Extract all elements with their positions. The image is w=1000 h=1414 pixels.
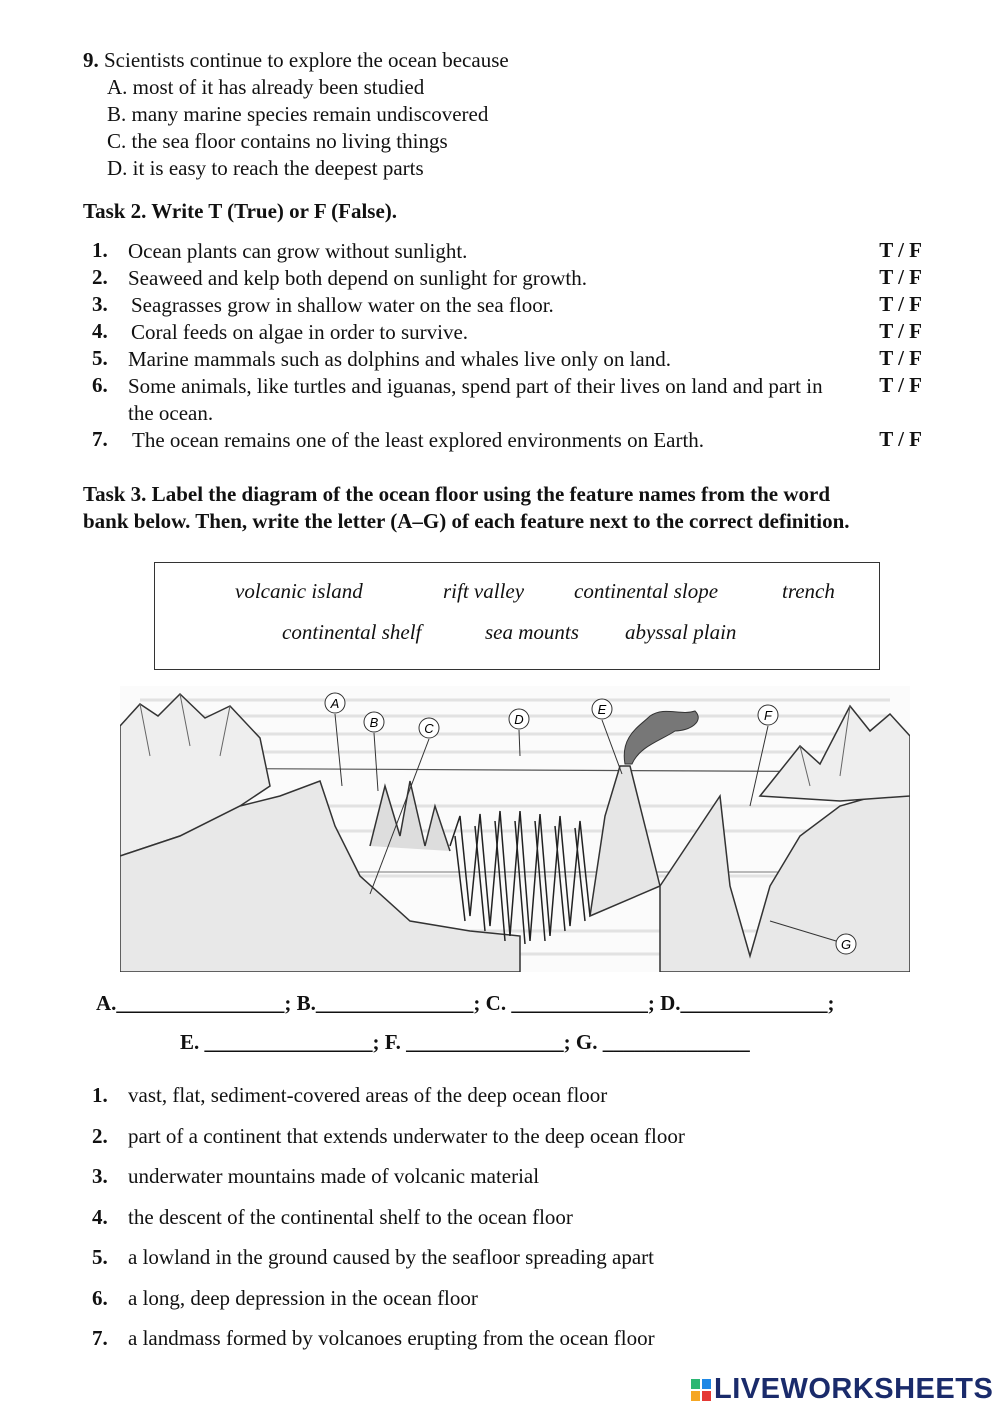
- tf-number: 3.: [92, 292, 108, 316]
- definition-number: 3.: [92, 1164, 108, 1188]
- definition-number: 5.: [92, 1245, 108, 1269]
- question-9: [83, 48, 509, 73]
- tf-choice[interactable]: T / F: [879, 346, 922, 370]
- definition-number: 4.: [92, 1205, 108, 1229]
- task3-heading-line2: bank below. Then, write the letter (A–G) of each feature next to the correct definition.: [83, 509, 850, 533]
- option-d[interactable]: D. it is easy to reach the deepest parts: [107, 156, 424, 180]
- question-stem: Scientists continue to explore the ocean because: [104, 48, 509, 72]
- svg-text:G: G: [840, 937, 852, 952]
- tf-choice[interactable]: T / F: [879, 238, 922, 262]
- definition-text: the descent of the continental shelf to the ocean floor: [128, 1205, 573, 1229]
- liveworksheets-logo-icon: [690, 1377, 712, 1403]
- definition-text: vast, flat, sediment-covered areas of the deep ocean floor: [128, 1083, 608, 1107]
- definition-text: part of a continent that extends underwater to the deep ocean floor: [128, 1124, 685, 1148]
- tf-statement: Some animals, like turtles and iguanas, spend part of their lives on land and part in the ocean.: [128, 374, 823, 425]
- word-bank-item: abyssal plain: [625, 620, 737, 644]
- svg-text:C: C: [424, 721, 434, 736]
- definition-text: a landmass formed by volcanoes erupting from the ocean floor: [128, 1326, 655, 1350]
- option-b[interactable]: B. many marine species remain undiscovered: [107, 102, 489, 126]
- answer-line-a-d[interactable]: A.________________; B._______________; C. _____________; D.______________;: [96, 991, 835, 1015]
- svg-text:E: E: [597, 702, 607, 717]
- tf-number: 2.: [92, 265, 108, 289]
- definition-number: 2.: [92, 1124, 108, 1148]
- definition-number: 6.: [92, 1286, 108, 1310]
- answer-line-e-g[interactable]: E. ________________; F. _______________; G. ______________: [180, 1030, 750, 1054]
- tf-statement: Seaweed and kelp both depend on sunlight for growth.: [128, 266, 587, 290]
- definition-number: 7.: [92, 1326, 108, 1350]
- tf-statement: The ocean remains one of the least explored environments on Earth.: [132, 428, 705, 452]
- word-bank-item: sea mounts: [485, 620, 579, 644]
- option-c[interactable]: C. the sea floor contains no living things: [107, 129, 448, 153]
- option-a[interactable]: A. most of it has already been studied: [107, 75, 425, 99]
- svg-text:D: D: [514, 712, 524, 727]
- tf-choice[interactable]: T / F: [879, 427, 922, 451]
- svg-text:A: A: [330, 696, 340, 711]
- ocean-floor-diagram: [120, 686, 910, 972]
- tf-choice[interactable]: T / F: [879, 265, 922, 289]
- question-number: 9.: [83, 48, 99, 72]
- tf-choice[interactable]: T / F: [879, 373, 922, 397]
- word-bank-item: continental shelf: [282, 620, 422, 644]
- definition-text: underwater mountains made of volcanic material: [128, 1164, 540, 1188]
- tf-number: 7.: [92, 427, 108, 451]
- tf-statement: Coral feeds on algae in order to survive.: [131, 320, 469, 344]
- tf-statement: Marine mammals such as dolphins and whales live only on land.: [128, 347, 671, 371]
- tf-choice[interactable]: T / F: [879, 292, 922, 316]
- tf-statement: Ocean plants can grow without sunlight.: [128, 239, 468, 263]
- task3-heading-line1: Task 3. Label the diagram of the ocean floor using the feature names from the word: [83, 482, 831, 506]
- definition-text: a long, deep depression in the ocean floor: [128, 1286, 478, 1310]
- word-bank: [154, 562, 880, 670]
- logo-text: LIVEWORKSHEETS: [714, 1373, 994, 1405]
- tf-number: 4.: [92, 319, 108, 343]
- word-bank-item: continental slope: [574, 579, 719, 603]
- tf-statement: Seagrasses grow in shallow water on the sea floor.: [131, 293, 554, 317]
- definition-text: a lowland in the ground caused by the seafloor spreading apart: [128, 1245, 654, 1269]
- svg-text:B: B: [369, 715, 379, 730]
- word-bank-item: volcanic island: [235, 579, 363, 603]
- tf-number: 6.: [92, 373, 108, 397]
- word-bank-item: trench: [782, 579, 835, 603]
- task2-heading: Task 2. Write T (True) or F (False).: [83, 199, 398, 223]
- tf-choice[interactable]: T / F: [879, 319, 922, 343]
- tf-number: 1.: [92, 238, 108, 262]
- tf-number: 5.: [92, 346, 108, 370]
- definition-number: 1.: [92, 1083, 108, 1107]
- svg-text:F: F: [764, 708, 772, 723]
- word-bank-item: rift valley: [443, 579, 525, 603]
